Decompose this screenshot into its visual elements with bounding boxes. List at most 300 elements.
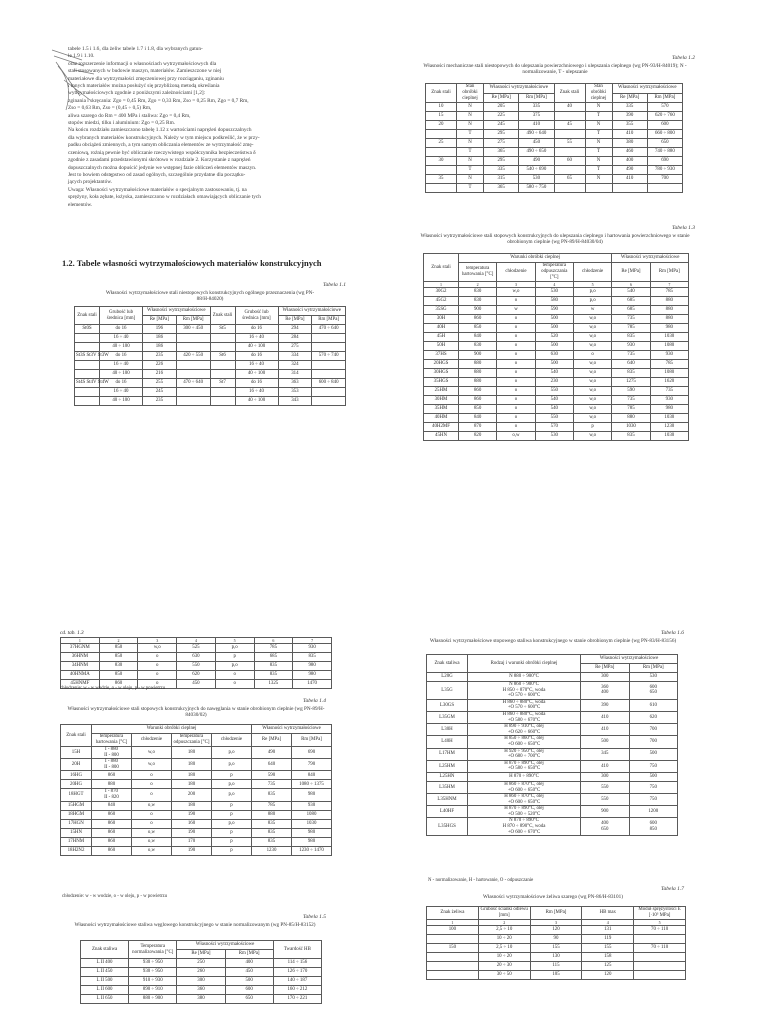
table-cell: w,o	[132, 747, 172, 759]
table-cell: 180	[172, 780, 212, 789]
table-cell: 126 ÷ 170	[273, 968, 321, 977]
table-cell: w,o	[132, 759, 172, 771]
table-row	[426, 121, 683, 130]
table-header: Znak stali	[426, 84, 457, 103]
table-cell: 235	[143, 397, 177, 406]
table-cell: p,o	[573, 297, 611, 306]
table-cell: 16 ÷ 40	[100, 334, 143, 343]
table-cell: 300	[581, 673, 630, 682]
table-cell: 785	[612, 405, 650, 414]
table-header: Rm [MPa]	[650, 263, 688, 282]
table-cell: 40H	[424, 324, 459, 333]
table-header: Twardość HB	[273, 941, 321, 959]
table-cell: 1030	[650, 414, 688, 423]
table-row	[75, 397, 346, 406]
table-cell: 835	[254, 662, 293, 671]
table-header: Warunki obróbki cieplnej	[459, 254, 612, 263]
table-cell: 930	[612, 342, 650, 351]
table-cell: 294	[278, 325, 312, 334]
paragraph-line: Uwaga: Własności wytrzymałościowe materiałów o specjalnym zastosowaniu, tj. na	[68, 186, 247, 193]
table-cell	[210, 397, 235, 406]
table-header: Rodzaj i warunki obróbki cieplnej	[468, 655, 581, 673]
table-cell: o	[132, 789, 172, 801]
paragraph-line: i innych materiałów można posłużyć się przybliżoną metodą określania	[68, 83, 220, 90]
table-row	[61, 662, 332, 671]
table-header: Grubość ścianki odlewu [mm]	[478, 907, 530, 920]
table-cell	[426, 166, 457, 175]
table-1-7-label: Tabela 1.7	[660, 886, 684, 892]
table-cell: 930	[292, 801, 332, 810]
table-cell: 860	[459, 315, 497, 324]
table-row	[424, 414, 689, 423]
table-row	[426, 139, 683, 148]
table-cell: o	[497, 297, 535, 306]
table-cell: St5	[210, 325, 235, 334]
column-number: 3	[138, 638, 177, 644]
table-cell: H 920 ÷ 950°C, olej +O 680 ÷ 700°C	[468, 748, 581, 760]
table-row	[424, 288, 689, 297]
table-cell: 830	[459, 288, 497, 297]
table-cell: 450	[519, 139, 554, 148]
table-cell: 20	[426, 121, 457, 130]
table-cell: 620	[177, 671, 216, 680]
table-cell: 820	[459, 432, 497, 441]
continuation-footnote: chłodzenie: w - w wodzie, o - w oleju, p - w powietrzu	[60, 686, 165, 691]
table-cell: 785	[612, 324, 650, 333]
table-cell: 16 ÷ 40	[235, 361, 278, 370]
table-row	[81, 977, 322, 986]
table-cell: L II 500	[81, 977, 129, 986]
table-cell: 119	[582, 935, 634, 944]
table-cell: 30HGS	[424, 369, 459, 378]
table-cell: 700	[629, 736, 678, 748]
table-cell: L35HGS	[427, 818, 468, 836]
table-cell: 610	[629, 699, 678, 711]
column-number: 4	[582, 920, 634, 926]
table-cell: 180	[172, 759, 212, 771]
table-cell: 295	[484, 130, 519, 139]
table-header: Własności wytrzymałościowe	[612, 84, 683, 94]
paragraph-line: le 1.9 i 1.10.	[68, 53, 95, 60]
table-row	[427, 962, 686, 971]
table-cell: 530	[519, 175, 554, 184]
table-cell: 910 ÷ 930	[129, 977, 177, 986]
table-header: Znak żeliwa	[427, 907, 479, 920]
table-cell: do 16	[235, 379, 278, 388]
table-cell: 16 ÷ 40	[100, 361, 143, 370]
table-cell	[427, 953, 479, 962]
table-cell: 37HGNM	[61, 644, 100, 653]
table-cell	[176, 397, 210, 406]
table-cell: do 16	[235, 352, 278, 361]
table-row	[81, 986, 322, 995]
table-header: Re [MPa]	[484, 93, 519, 103]
table-header: Znak stali	[75, 307, 100, 325]
table-cell: 580 ÷ 750	[519, 184, 554, 193]
table-row	[424, 315, 689, 324]
table-1-3	[423, 253, 689, 441]
table-cell: 235	[143, 352, 177, 361]
table-cell: 226	[143, 361, 177, 370]
table-cell: H 870 ÷ 890°C, olej +O 580 ÷ 650°C	[468, 760, 581, 772]
table-cell: 25	[426, 139, 457, 148]
table-cell: 640	[252, 759, 292, 771]
table-cell: 500	[535, 360, 573, 369]
table-cell: 380	[612, 139, 647, 148]
table-row	[427, 953, 686, 962]
table-cell: 20 ÷ 30	[478, 962, 530, 971]
table-cell: o,w	[132, 837, 172, 846]
table-cell: 500	[225, 977, 273, 986]
table-cell: 900	[581, 806, 630, 818]
table-cell: 640	[612, 360, 650, 369]
table-cell: p,o	[212, 759, 252, 771]
table-cell: 363	[278, 379, 312, 388]
table-cell: N	[457, 139, 484, 148]
table-1-4-title: Własności wytrzymałościowe stali stopowych konstrukcyjnych do nawęglania w stanie obrobionym cieplnie (wg PN-89/H-84030/02)	[67, 706, 325, 719]
table-cell: 186	[143, 343, 177, 352]
table-cell: 500	[535, 342, 573, 351]
table-cell: 1080	[650, 369, 688, 378]
table-header: Znak staliwa	[427, 655, 468, 673]
table-cell: 343	[278, 397, 312, 406]
table-cell: 10	[426, 103, 457, 112]
table-cell: 490	[519, 157, 554, 166]
table-cell	[75, 361, 100, 370]
table-cell: o	[138, 680, 177, 689]
table-cell: 690	[292, 747, 332, 759]
table-cell: 880	[92, 780, 132, 789]
table-cell: 630	[177, 653, 216, 662]
table-cell: 40 ÷ 100	[235, 397, 278, 406]
table-cell	[75, 343, 100, 352]
table-cell: N 870 ÷ 890°C H 870 ÷ 890°C, woda +O 600 ÷ 670°C	[468, 818, 581, 836]
table-cell: 660 ÷ 800	[647, 130, 682, 139]
table-cell: 35	[426, 175, 457, 184]
table-cell: 735	[650, 387, 688, 396]
table-row	[424, 432, 689, 441]
table-cell: 540	[535, 369, 573, 378]
table-cell: 550	[177, 662, 216, 671]
table-cell: 120	[530, 926, 582, 935]
column-number: 3	[530, 920, 582, 926]
table-row	[427, 682, 678, 700]
table-row	[427, 794, 678, 806]
table-cell: w,o	[573, 405, 611, 414]
table-cell: 250	[177, 959, 225, 968]
table-header: Grubość lub średnica [mm]	[100, 307, 143, 325]
table-cell: 980	[650, 324, 688, 333]
paragraph-line: Na końcu rozdziału zamieszczono tabelę 1.12 z wartościami naprężeń dopuszczalnych	[68, 127, 252, 134]
table-cell: 380	[177, 995, 225, 1004]
table-cell: o	[497, 387, 535, 396]
table-row	[75, 370, 346, 379]
table-cell	[210, 361, 235, 370]
table-cell: 685	[612, 297, 650, 306]
table-header: Re [MPa]	[612, 263, 650, 282]
table-cell	[75, 370, 100, 379]
table-cell: H 860 ÷ 880°C, woda +O 580 ÷ 670°C	[468, 711, 581, 723]
table-cell: 34HNM	[61, 662, 100, 671]
table-cell	[634, 953, 686, 962]
table-row	[426, 148, 683, 157]
column-number: 7	[293, 638, 332, 644]
table-cell	[426, 148, 457, 157]
table-cell: H 860 ÷ 870°C, olej +O 600 ÷ 650°C	[468, 794, 581, 806]
table-header: Własności wytrzymałościowe	[612, 254, 689, 263]
table-cell: 40HM	[424, 414, 459, 423]
table-cell: 785	[252, 801, 292, 810]
top-right-page	[415, 55, 715, 475]
table-cell: 620 ÷ 760	[647, 112, 682, 121]
table-cell: p	[212, 771, 252, 780]
table-1-2-title: Własności mechaniczne stali niestopowych do ulepszania powierzchniowego i ulepszania cieplnego (wg PN-93/H-84019); N - normalizowanie, T - ulepszanie	[423, 63, 687, 76]
table-row	[426, 175, 683, 184]
table-header: temperatura odpuszczania [°C]	[535, 263, 573, 282]
table-row	[426, 157, 683, 166]
column-number: 6	[254, 638, 293, 644]
table-cell: 470 ÷ 640	[176, 379, 210, 388]
table-row	[424, 369, 689, 378]
table-cell: 835	[252, 828, 292, 837]
column-number: 1	[427, 920, 479, 926]
table-1-1-title: Własności wytrzymałościowe stali niestopowych konstrukcyjnych ogólnego przeznaczenia (wg PN-88/H-84020)	[105, 290, 315, 303]
table-cell: N	[585, 175, 612, 184]
table-cell: p,o	[212, 789, 252, 801]
table-row	[427, 772, 678, 781]
table-cell	[634, 971, 686, 980]
table-cell: 300	[581, 772, 630, 781]
table-cell	[210, 370, 235, 379]
table-cell: 245	[143, 388, 177, 397]
table-header: Moduł sprężystości E [·10³ MPa]	[634, 907, 686, 920]
table-cell: 860	[92, 846, 132, 855]
table-cell: 105	[530, 971, 582, 980]
table-row	[424, 387, 689, 396]
table-cell	[427, 971, 479, 980]
table-cell: 930	[293, 644, 332, 653]
table-cell: T	[585, 166, 612, 175]
table-cell: 570	[535, 423, 573, 432]
table-cell: 860	[92, 828, 132, 837]
table-1-6	[426, 654, 678, 836]
table-cell: o	[497, 396, 535, 405]
table-cell: 735	[612, 315, 650, 324]
table-cell: 930	[650, 351, 688, 360]
table-1-2-label: Tabela 1.2	[671, 55, 695, 61]
table-cell: 335	[484, 166, 519, 175]
table-cell: 275	[278, 343, 312, 352]
table-cell: p	[215, 653, 254, 662]
table-cell: 1080 ÷ 1375	[292, 780, 332, 789]
table-header: Warunki obróbki cieplnej	[92, 725, 252, 734]
table-cell: 1030	[650, 432, 688, 441]
table-cell: T	[457, 166, 484, 175]
table-header: Grubość lub średnica [mm]	[235, 307, 278, 325]
table-cell: 860	[92, 771, 132, 780]
table-cell: 45H	[424, 333, 459, 342]
table-cell: 16 ÷ 40	[100, 388, 143, 397]
table-cell: 360 400	[581, 682, 630, 700]
table-1-3-continued	[60, 637, 332, 689]
table-cell	[554, 184, 585, 193]
table-cell: 685	[254, 653, 293, 662]
table-cell: 40H2MF	[424, 423, 459, 432]
table-cell: 410	[612, 130, 647, 139]
table-cell	[312, 388, 346, 397]
table-cell: 18H2N2	[61, 846, 92, 855]
table-cell: p,o	[215, 644, 254, 653]
paragraph-line: Jest to bowiem odstępstwo od zasad ogólnych, szczególnie przydatne dla początku-	[68, 171, 246, 178]
table-cell: 275	[484, 139, 519, 148]
table-cell: 18HGT	[61, 789, 92, 801]
table-cell: 930	[650, 396, 688, 405]
table-cell: N	[457, 157, 484, 166]
table-cell: o,w	[132, 828, 172, 837]
table-1-2	[425, 83, 683, 193]
table-cell: 115	[530, 962, 582, 971]
table-cell: w,o	[573, 432, 611, 441]
table-header: Rm [MPa]	[647, 93, 682, 103]
table-cell: 835	[252, 789, 292, 801]
table-cell: St3S St3V St3W	[75, 352, 100, 361]
table-cell: 860	[92, 837, 132, 846]
column-number: 2	[99, 638, 138, 644]
table-cell	[312, 397, 346, 406]
table-row	[427, 711, 678, 723]
table-cell: T	[585, 112, 612, 121]
table-row	[61, 789, 332, 801]
table-cell: o,w	[132, 801, 172, 810]
table-cell: 410	[519, 121, 554, 130]
table-row	[75, 352, 346, 361]
table-cell: 15HN	[61, 828, 92, 837]
table-cell: 40 ÷ 100	[235, 370, 278, 379]
table-cell: 530	[535, 432, 573, 441]
table-cell: o	[497, 333, 535, 342]
table-header: Znak staliwa	[81, 941, 129, 959]
table-row	[427, 736, 678, 748]
table-cell: 525	[177, 644, 216, 653]
table-row	[427, 760, 678, 772]
table-cell: 840	[459, 333, 497, 342]
paragraph-line: stali stosowanych w budowie maszyn, materiałów. Zamieszczone w niej	[68, 68, 222, 75]
table-cell	[427, 935, 479, 944]
table-cell: 570 ÷ 740	[312, 352, 346, 361]
table-row	[61, 810, 332, 819]
table-cell: o	[132, 819, 172, 828]
table-cell: 180	[172, 771, 212, 780]
table-cell: 17HGN	[61, 819, 92, 828]
table-cell: o	[497, 378, 535, 387]
table-cell: 750	[629, 760, 678, 772]
table-cell: H 850 ÷ 860°C, olej +O 600 ÷ 650°C	[468, 736, 581, 748]
table-cell	[176, 343, 210, 352]
table-cell: 70 ÷ 110	[634, 944, 686, 953]
table-cell: N	[585, 157, 612, 166]
table-cell: 40	[554, 103, 585, 112]
bottom-left-page	[60, 630, 350, 1010]
table-cell: 190	[172, 846, 212, 855]
table-cell: 55	[554, 139, 585, 148]
table-cell	[612, 184, 647, 193]
table-cell: w,o	[573, 315, 611, 324]
table-row	[427, 971, 686, 980]
table-cell: do 16	[100, 379, 143, 388]
table-cell: 460	[612, 148, 647, 157]
table-cell: o,w	[132, 846, 172, 855]
table-row	[61, 759, 332, 771]
table-cell: 1230	[650, 423, 688, 432]
column-number: 1	[61, 638, 100, 644]
table-row	[424, 360, 689, 369]
continuation-label: cd. tab. 1.3	[60, 630, 84, 636]
table-row	[424, 333, 689, 342]
table-row	[427, 944, 686, 953]
table-row	[75, 325, 346, 334]
table-cell: 125	[582, 962, 634, 971]
table-row	[61, 837, 332, 846]
table-cell: 750	[629, 794, 678, 806]
table-header: Temperatura normalizowania [°C]	[129, 941, 177, 959]
table-row	[61, 828, 332, 837]
table-cell: 16 ÷ 40	[235, 388, 278, 397]
table-row	[75, 379, 346, 388]
table-cell: 500	[629, 772, 678, 781]
table-cell	[634, 962, 686, 971]
table-cell: H 860 ÷ 870°C, olej +O 600 ÷ 650°C	[468, 781, 581, 793]
table-cell: do 16	[100, 352, 143, 361]
table-cell: 160	[172, 819, 212, 828]
table-cell: 180	[172, 801, 212, 810]
table-cell: 131	[582, 926, 634, 935]
table-cell: 400	[225, 959, 273, 968]
table-cell: 245	[484, 121, 519, 130]
table-cell: 490 ÷ 640	[519, 130, 554, 139]
table-cell: o	[497, 405, 535, 414]
table-cell: 850	[99, 653, 138, 662]
table-row	[75, 361, 346, 370]
table-cell: o	[132, 810, 172, 819]
table-cell: 140 ÷ 187	[273, 977, 321, 986]
table-cell	[210, 334, 235, 343]
table-cell: 780 ÷ 930	[647, 166, 682, 175]
table-header: temperatura odpuszczania [°C]	[173, 734, 210, 745]
table-cell: 835	[612, 369, 650, 378]
table-cell: N 860 ÷ 900°C H 850 ÷ 870°C, woda +O 570 ÷ 600°C	[468, 682, 581, 700]
table-cell: o	[497, 324, 535, 333]
table-cell: L20G	[427, 673, 468, 682]
table-cell: 790	[292, 759, 332, 771]
top-left-page	[40, 38, 360, 478]
table-cell: 200	[172, 789, 212, 801]
table-row	[61, 819, 332, 828]
table-row	[424, 324, 689, 333]
table-cell: N	[457, 175, 484, 184]
table-cell	[554, 148, 585, 157]
table-cell: 170	[172, 837, 212, 846]
table-cell: 295	[484, 157, 519, 166]
table-cell: 2,5 ÷ 10	[478, 944, 530, 953]
table-cell: H 890 ÷ 910°C, olej +O 620 ÷ 660°C	[468, 724, 581, 736]
table-row	[424, 378, 689, 387]
table-cell: 190	[172, 828, 212, 837]
table-cell: 850	[459, 405, 497, 414]
table-cell: 600	[225, 986, 273, 995]
table-header: Re [MPa]	[278, 316, 312, 325]
table-cell: 840	[92, 801, 132, 810]
table-header: Rm [MPa]	[519, 93, 554, 103]
